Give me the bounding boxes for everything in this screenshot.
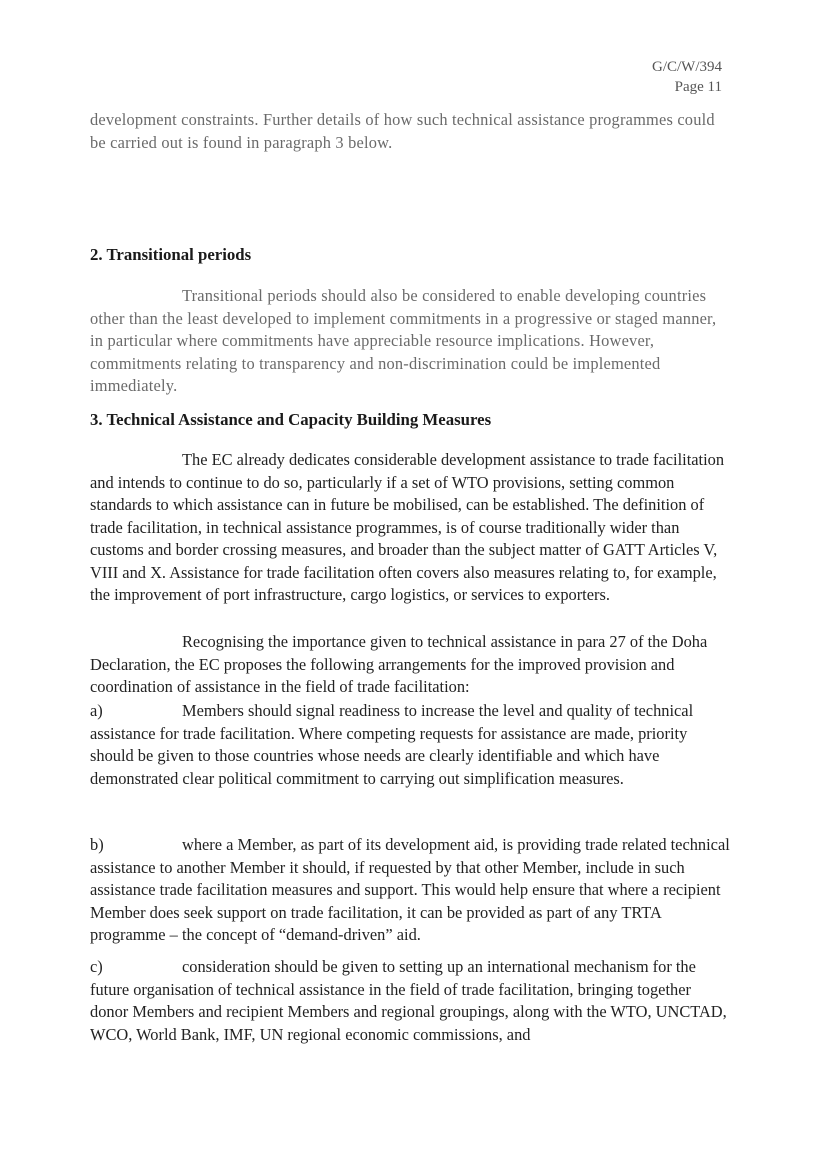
page-number: Page 11	[674, 79, 722, 95]
document-symbol: G/C/W/394	[652, 59, 722, 75]
page-header	[652, 57, 722, 97]
section-3-paragraph-1	[90, 449, 730, 607]
list-item-text: Members should signal readiness to increase the level and quality of technical assistance for trade facilitation. Where competing requests for assistance are made, priority should be given to those countries whose needs are clearly identifiable and which have demonstrated clear political commitment to carrying out simplification measures.	[90, 701, 694, 788]
section-2-paragraph	[90, 285, 730, 398]
section-3-paragraph-2-text: Recognising the importance given to technical assistance in para 27 of the Doha Declaration, the EC proposes the following arrangements for the improved provision and coordination of assistance in the field of trade facilitation:	[90, 632, 708, 696]
list-item-a	[90, 700, 730, 790]
section-3-paragraph-2	[90, 631, 730, 699]
intro-paragraph: development constraints. Further details of how such technical assistance programmes could be carried out is found in paragraph 3 below.	[90, 110, 715, 152]
list-item-label: b)	[90, 835, 104, 854]
section-2-heading: 2. Transitional periods	[90, 245, 252, 264]
list-item-b	[90, 834, 730, 947]
section-2-text: Transitional periods should also be considered to enable developing countries other than the least developed to implement commitments in a progressive or staged manner, in particular where commitments have appreciable resource implications. However, commitments relating to transparency and non-discrimination could be implemented immediately.	[90, 286, 717, 395]
list-item-label: a)	[90, 701, 103, 720]
section-3-paragraph-1-text: The EC already dedicates considerable development assistance to trade facilitation and intends to continue to do so, particularly if a set of WTO provisions, setting common standards to which assistance can in future be mobilised, can be established. The definition of trade facilitation, in technical assistance programmes, is of course traditionally wider than customs and border crossing measures, and broader than the subject matter of GATT Articles V, VIII and X. Assistance for trade facilitation often covers also measures relating to, for example, the improvement of port infrastructure, cargo logistics, or services to exporters.	[90, 450, 725, 604]
list-item-label: c)	[90, 957, 103, 976]
section-3-heading: 3. Technical Assistance and Capacity Building Measures	[90, 410, 492, 429]
list-item-c	[90, 956, 730, 1046]
list-item-text: where a Member, as part of its development aid, is providing trade related technical assistance to another Member it should, if requested by that other Member, include in such assistance trade facilitation measures and support. This would help ensure that where a recipient Member does seek support on trade facilitation, it can be provided as part of any TRTA programme – the concept of “demand-driven” aid.	[90, 835, 730, 944]
list-item-text: consideration should be given to setting up an international mechanism for the future organisation of technical assistance in the field of trade facilitation, bringing together donor Members and recipient Members and regional groupings, along with the WTO, UNCTAD, WCO, World Bank, IMF, UN regional economic commissions, and	[90, 957, 727, 1044]
